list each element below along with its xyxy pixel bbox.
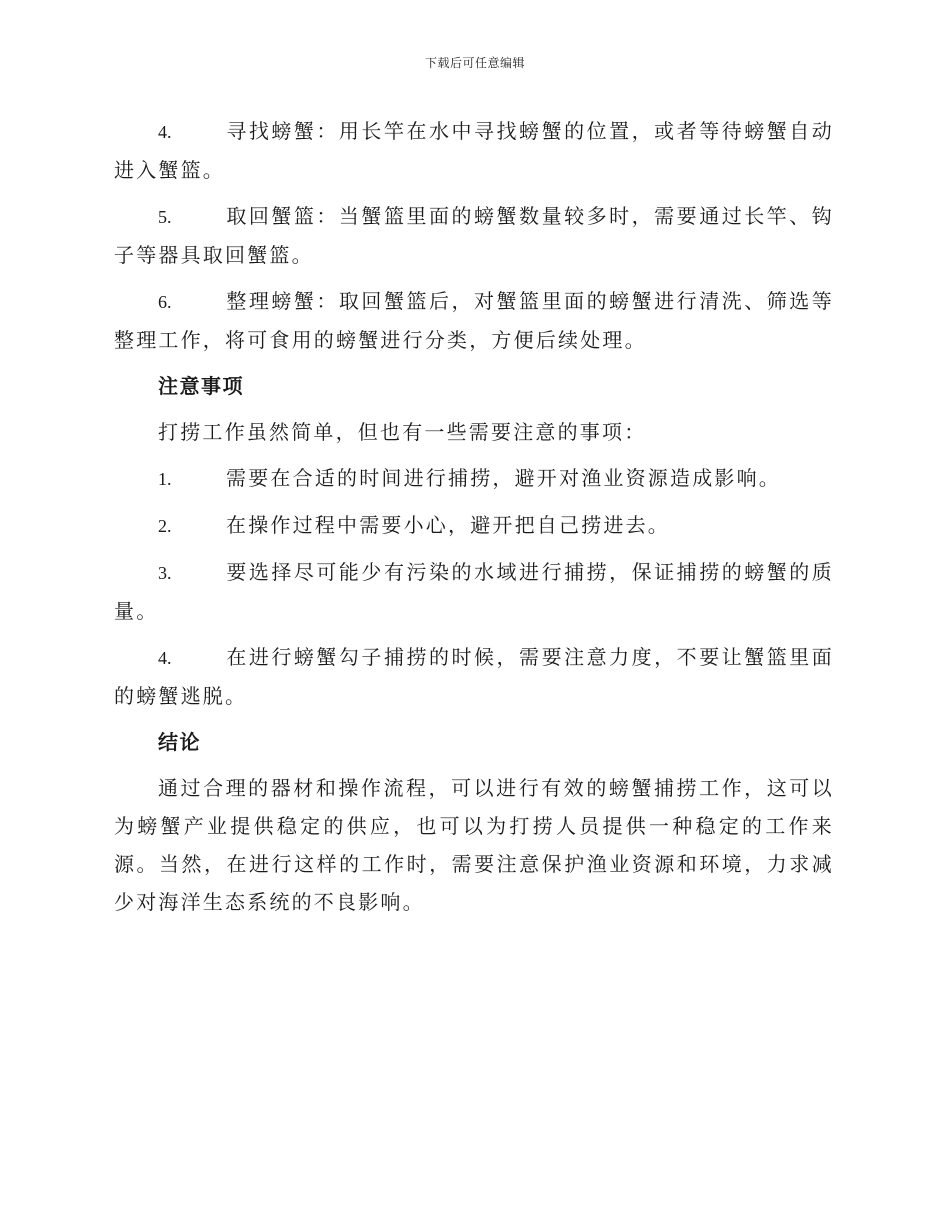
note-number: 1.	[158, 469, 172, 489]
note-text: 需要在合适的时间进行捕捞，避开对渔业资源造成影响。	[226, 466, 781, 490]
step-item-4	[114, 112, 834, 189]
step-text: 寻找螃蟹：用长竿在水中寻找螃蟹的位置，或者等待螃蟹自动进入蟹篮。	[114, 119, 834, 182]
note-text: 在操作过程中需要小心，避开把自己捞进去。	[226, 513, 670, 537]
note-text: 在进行螃蟹勾子捕捞的时候，需要注意力度，不要让蟹篮里面的螃蟹逃脱。	[114, 645, 834, 708]
notes-heading: 注意事项	[158, 374, 244, 398]
conclusion-heading: 结论	[158, 730, 201, 754]
note-item-4	[114, 638, 834, 715]
page-header: 下载后可任意编辑	[424, 56, 525, 70]
note-item-1	[114, 459, 834, 498]
note-item-2	[114, 506, 834, 545]
step-number: 5.	[158, 207, 172, 227]
conclusion-text: 通过合理的器材和操作流程，可以进行有效的螃蟹捕捞工作，这可以为螃蟹产业提供稳定的供应，也可以为打捞人员提供一种稳定的工作来源。当然，在进行这样的工作时，需要注意保护渔业资源和环境，力求减少对海洋生态系统的不良影响。	[114, 776, 834, 914]
note-number: 3.	[158, 563, 172, 583]
note-number: 2.	[158, 516, 172, 536]
step-item-5	[114, 197, 834, 274]
step-text: 取回蟹篮：当蟹篮里面的螃蟹数量较多时，需要通过长竿、钩子等器具取回蟹篮。	[114, 204, 834, 267]
step-text: 整理螃蟹：取回蟹篮后，对蟹篮里面的螃蟹进行清洗、筛选等整理工作，将可食用的螃蟹进行分类，方便后续处理。	[114, 289, 834, 352]
note-number: 4.	[158, 648, 172, 668]
notes-intro: 打捞工作虽然简单，但也有一些需要注意的事项：	[158, 420, 647, 444]
note-item-3	[114, 553, 834, 630]
step-number: 6.	[158, 292, 172, 312]
step-number: 4.	[158, 122, 172, 142]
note-text: 要选择尽可能少有污染的水域进行捕捞，保证捕捞的螃蟹的质量。	[114, 560, 834, 623]
step-item-6	[114, 282, 834, 359]
document-body	[114, 112, 834, 929]
